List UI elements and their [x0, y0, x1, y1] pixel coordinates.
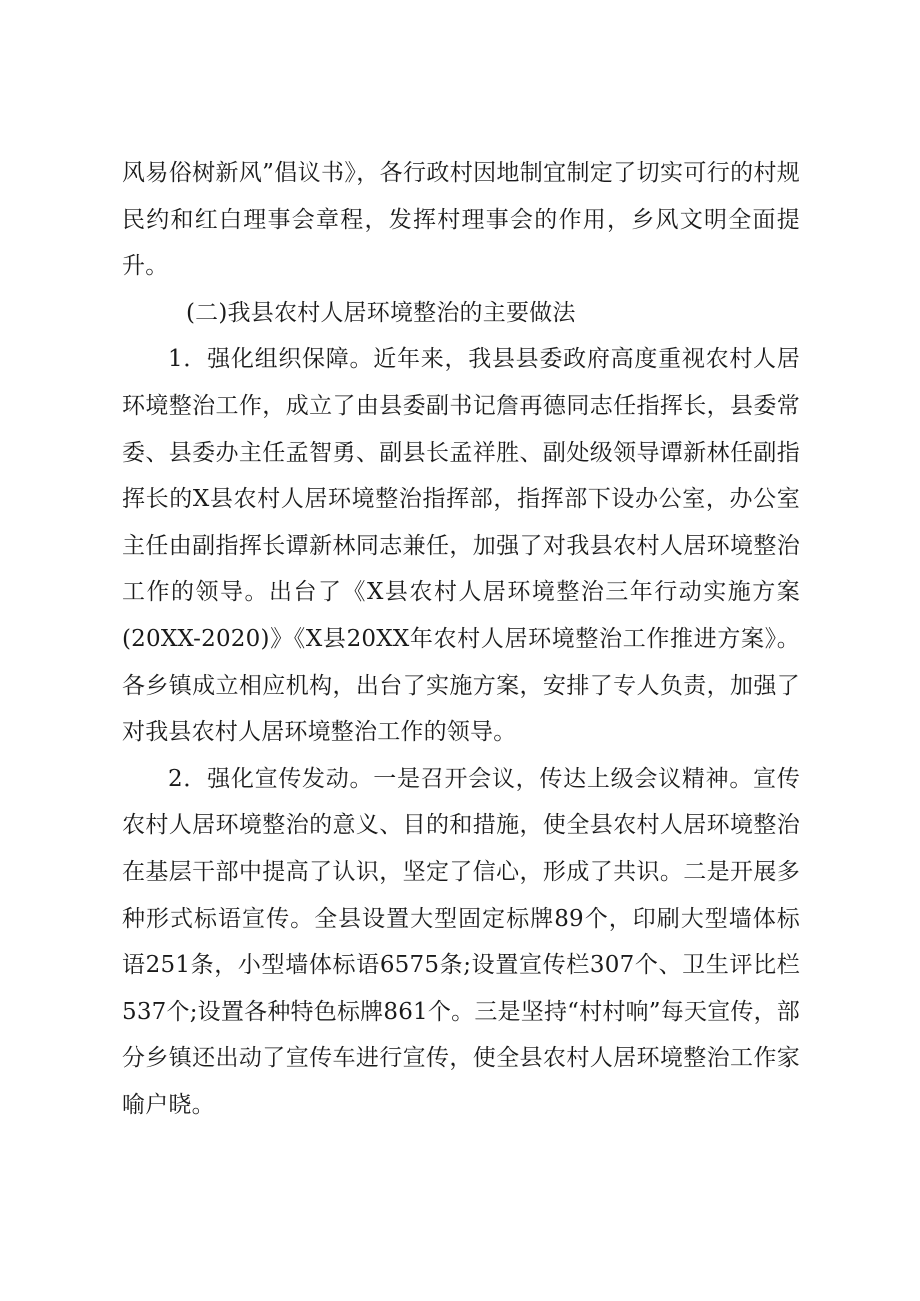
- paragraph-continuation: 风易俗树新风”倡议书》，各行政村因地制宜制定了切实可行的村规民约和红白理事会章程，发挥村理事会的作用，乡风文明全面提升。: [122, 160, 800, 280]
- document-body: [122, 150, 800, 1128]
- section-heading: (二)我县农村人居环境整治的主要做法: [186, 299, 576, 326]
- paragraph-organization: 1．强化组织保障。近年来，我县县委政府高度重视农村人居环境整治工作，成立了由县委副书记詹再德同志任指挥长，县委常委、县委办主任孟智勇、副县长孟祥胜、副处级领导谭新林任副指挥长的X县农村人居环境整治指挥部，指挥部下设办公室，办公室主任由副指挥长谭新林同志兼任，加强了对我县农村人居环境整治工作的领导。出台了《X县农村人居环境整治三年行动实施方案(20XX-2020)》《X县20XX年农村人居环境整治工作推进方案》。各乡镇成立相应机构，出台了实施方案，安排了专人负责，加强了对我县农村人居环境整治工作的领导。: [122, 346, 800, 746]
- paragraph-publicity: 2．强化宣传发动。一是召开会议，传达上级会议精神。宣传农村人居环境整治的意义、目的和措施，使全县农村人居环境整治在基层干部中提高了认识，坚定了信心，形成了共识。二是开展多种形式标语宣传。全县设置大型固定标牌89个，印刷大型墙体标语251条，小型墙体标语6575条;设置宣传栏307个、卫生评比栏537个;设置各种特色标牌861个。三是坚持“村村响”每天宣传，部分乡镇还出动了宣传车进行宣传，使全县农村人居环境整治工作家喻户晓。: [122, 765, 800, 1118]
